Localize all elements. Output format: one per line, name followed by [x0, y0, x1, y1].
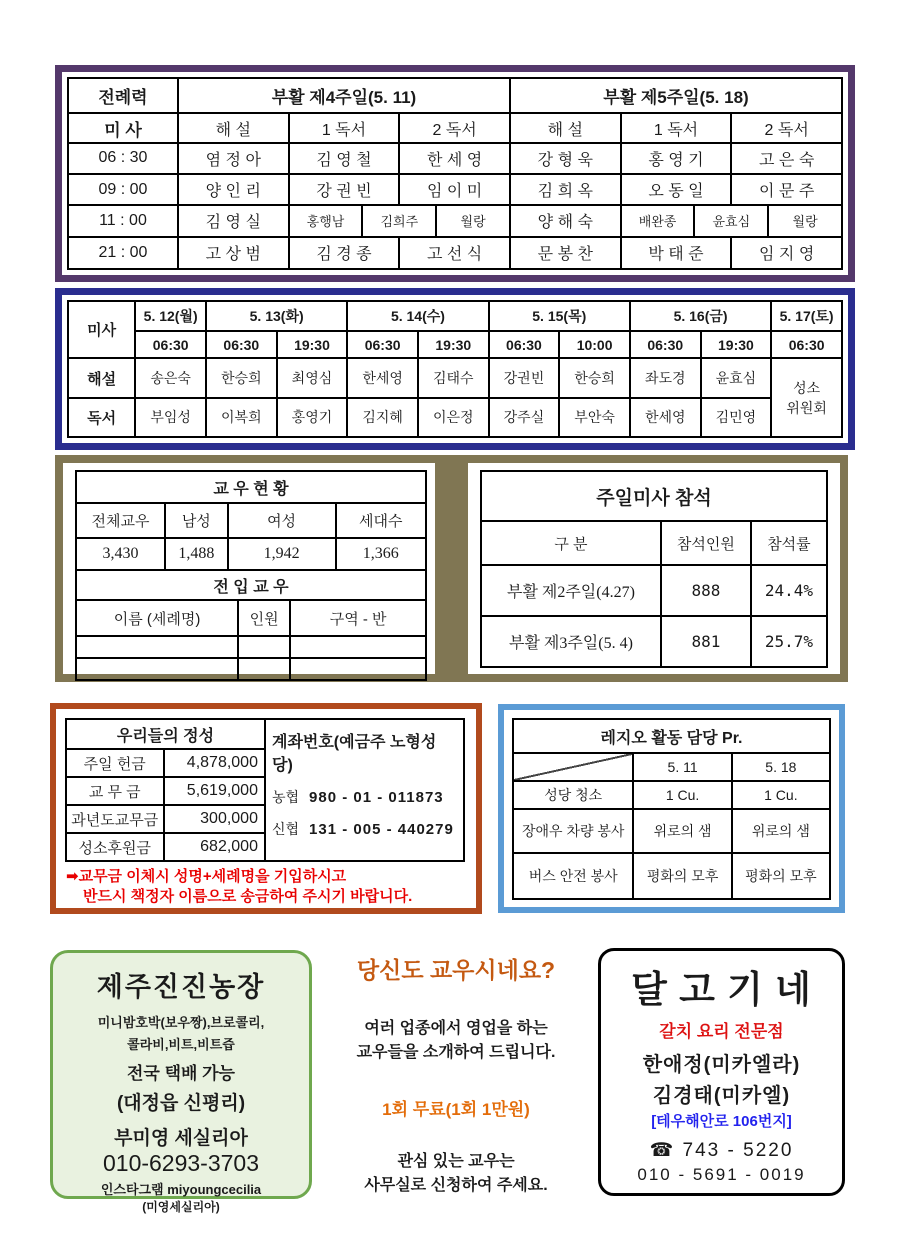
intro-ad-title: 당신도 교우시네요?	[356, 957, 556, 983]
server-name: 고 선 식	[399, 237, 510, 269]
server-name: 염 정 아	[178, 143, 289, 174]
restaurant-owner: 김경태(미카엘)	[652, 1085, 791, 1107]
server-name: 김 희 옥	[510, 174, 621, 205]
legio-row-label: 장애우 차량 봉사	[513, 809, 633, 853]
offerings-table	[65, 718, 465, 862]
bank-name: 농협	[271, 789, 300, 805]
notice-text: 교무금 이체시 성명+세례명을 기입하시고	[78, 868, 347, 885]
col-header: 해 설	[510, 113, 621, 142]
col-header: 2 독서	[399, 113, 510, 142]
notice-line	[66, 867, 468, 887]
mass-label: 미 사	[68, 113, 178, 142]
members-value: 3,430	[102, 545, 139, 562]
vocation-committee-cell	[771, 358, 842, 437]
transfer-empty-cell	[237, 659, 289, 679]
legio-value: 위로의 샘	[633, 809, 731, 853]
offering-label: 과년도교무금	[66, 805, 164, 833]
restaurant-phone-number: 743 - 5220	[682, 1140, 794, 1161]
attendance-rate: 25.7%	[751, 616, 827, 667]
attendance-count: 881	[661, 616, 751, 667]
server-name: 월랑	[436, 205, 510, 236]
weekday-date: 5. 16(금)	[630, 301, 771, 331]
weekday-mass-label: 미사	[68, 301, 135, 358]
committee-line: 성소	[793, 379, 821, 396]
server-name: 월랑	[768, 205, 842, 236]
members-header: 남성	[164, 504, 227, 537]
reader-name: 강주실	[489, 398, 560, 437]
intro-ad	[322, 952, 590, 1198]
account-number: 980 - 01 - 011873	[309, 788, 444, 806]
server-name: 윤효심	[694, 205, 768, 236]
offering-label: 주일 헌금	[66, 749, 164, 777]
weekday-date: 5. 14(수)	[347, 301, 488, 331]
account-title: 계좌번호(예금주 노형성당)	[271, 734, 437, 774]
farm-ad-delivery: 전국 택배 가능	[127, 1064, 235, 1083]
transfer-empty-cell	[77, 637, 237, 657]
farm-ad-instagram: 인스타그램 miyoungcecilia	[100, 1182, 262, 1197]
server-name: 오 동 일	[621, 174, 732, 205]
mass-time: 21 : 00	[68, 237, 178, 269]
sunday1-title: 부활 제4주일(5. 11)	[178, 78, 510, 113]
legio-box	[498, 704, 845, 913]
weekday-time: 06:30	[630, 331, 701, 359]
server-name: 배완종	[621, 205, 695, 236]
reader-name: 이은정	[418, 398, 489, 437]
reader-name: 이복희	[206, 398, 277, 437]
members-table	[75, 470, 427, 681]
farm-ad-title: 제주진진농장	[96, 972, 266, 1002]
commentator-label: 해설	[68, 358, 135, 397]
attendance-panel	[468, 463, 840, 674]
weekday-time: 06:30	[489, 331, 560, 359]
stats-strip	[55, 455, 848, 682]
members-header: 여성	[227, 504, 335, 537]
legio-value: 위로의 샘	[732, 809, 830, 853]
col-header: 1 독서	[289, 113, 400, 142]
legio-value: 1 Cu.	[732, 781, 830, 809]
restaurant-phone	[601, 1139, 842, 1162]
server-name: 고 은 숙	[731, 143, 842, 174]
farm-ad-products: 콜라비,비트,비트즙	[127, 1037, 235, 1052]
col-header: 2 독서	[731, 113, 842, 142]
farm-ad-phone: 010-6293-3703	[102, 1150, 260, 1176]
transfer-empty-cell	[289, 659, 425, 679]
farm-ad-instagram-name: (미영세실리아)	[142, 1200, 220, 1214]
weekday-time: 10:00	[559, 331, 630, 359]
restaurant-ad	[598, 948, 845, 1196]
attendance-table	[480, 470, 828, 668]
intro-ad-body	[322, 1017, 590, 1065]
attendance-count: 888	[661, 565, 751, 616]
intro-ad-line: 교우들을 소개하여 드립니다.	[356, 1044, 556, 1061]
weekday-time: 06:30	[347, 331, 418, 359]
legio-row-label: 버스 안전 봉사	[513, 853, 633, 899]
members-value: 1,366	[335, 539, 425, 569]
col-header: 해 설	[178, 113, 289, 142]
transfer-empty-cell	[237, 637, 289, 657]
server-name: 고 상 범	[178, 237, 289, 269]
attendance-rate: 24.4%	[751, 565, 827, 616]
commentator-name: 한승희	[559, 358, 630, 397]
transfer-title: 전 입 교 우	[213, 578, 289, 596]
server-name: 김 영 실	[178, 205, 289, 236]
transfer-header: 인원	[237, 601, 289, 635]
restaurant-owner: 한애정(미카엘라)	[642, 1054, 801, 1076]
commentator-name: 한승희	[206, 358, 277, 397]
restaurant-phone-number: 010 - 5691 - 0019	[637, 1165, 806, 1184]
account-info	[265, 719, 464, 861]
account-row	[272, 787, 457, 807]
legio-date: 5. 11	[633, 753, 731, 781]
farm-ad-products: 미니밤호박(보우짱),브로콜리,	[97, 1015, 265, 1030]
farm-ad	[50, 950, 312, 1214]
mass-time: 11 : 00	[68, 205, 178, 236]
commentator-name: 좌도경	[630, 358, 701, 397]
legio-value: 1 Cu.	[633, 781, 731, 809]
attendance-header: 참석률	[751, 521, 827, 565]
server-name: 홍행남	[289, 205, 363, 236]
reader-name: 홍영기	[277, 398, 348, 437]
server-name: 강 형 욱	[510, 143, 621, 174]
sunday2-title: 부활 제5주일(5. 18)	[510, 78, 842, 113]
weekday-time: 06:30	[135, 331, 206, 359]
reader-name: 김민영	[701, 398, 772, 437]
weekday-time: 06:30	[206, 331, 277, 359]
legio-value: 평화의 모후	[732, 853, 830, 899]
server-name: 문 봉 찬	[510, 237, 621, 269]
intro-ad-highlight: 1회 무료(1회 1만원)	[382, 1100, 530, 1119]
mass-time: 09 : 00	[68, 174, 178, 205]
bank-name: 신협	[271, 821, 300, 837]
offerings-title: 우리들의 정성	[66, 719, 265, 749]
reader-name: 부안숙	[559, 398, 630, 437]
intro-ad-line: 여러 업종에서 영업을 하는	[364, 1020, 548, 1037]
attendance-row-label: 부활 제3주일(5. 4)	[481, 616, 661, 667]
farm-ad-owner: 부미영 세실리아	[114, 1128, 248, 1149]
server-name: 박 태 준	[621, 237, 732, 269]
weekday-date: 5. 17(토)	[771, 301, 842, 331]
liturgy-corner-label: 전례력	[68, 78, 178, 113]
server-name: 이 문 주	[731, 174, 842, 205]
attendance-header: 참석인원	[661, 521, 751, 565]
arrow-icon: ➡	[66, 868, 79, 885]
server-name: 한 세 영	[399, 143, 510, 174]
members-value: 1,942	[227, 539, 335, 569]
commentator-name: 송은숙	[135, 358, 206, 397]
mass-time: 06 : 30	[68, 143, 178, 174]
intro-ad-line: 사무실로 신청하여 주세요.	[364, 1177, 548, 1194]
weekday-box	[55, 288, 855, 450]
account-number: 131 - 005 - 440279	[309, 820, 454, 838]
offerings-box	[50, 703, 482, 914]
weekday-time: 06:30	[771, 331, 842, 359]
intro-ad-body	[322, 1150, 590, 1198]
reader-label: 독서	[68, 398, 135, 437]
commentator-name: 윤효심	[701, 358, 772, 397]
weekday-table	[67, 300, 843, 438]
weekday-date: 5. 13(화)	[206, 301, 347, 331]
commentator-name: 김태수	[418, 358, 489, 397]
transfer-header: 구역 - 반	[289, 601, 425, 635]
transfer-notice	[66, 867, 468, 907]
weekday-date: 5. 15(목)	[489, 301, 630, 331]
server-name: 양 해 숙	[510, 205, 621, 236]
members-header: 세대수	[335, 504, 425, 537]
offering-label: 성소후원금	[66, 833, 164, 861]
diagonal-cell	[513, 753, 633, 781]
server-name: 임 이 미	[399, 174, 510, 205]
commentator-name: 강권빈	[489, 358, 560, 397]
weekday-time: 19:30	[277, 331, 348, 359]
attendance-row-label: 부활 제2주일(4.27)	[481, 565, 661, 616]
server-name: 김 경 종	[289, 237, 400, 269]
reader-name: 부임성	[135, 398, 206, 437]
legio-table	[512, 718, 831, 900]
transfer-header: 이름 (세례명)	[113, 610, 201, 628]
committee-line: 위원회	[786, 399, 827, 416]
legio-date: 5. 18	[732, 753, 830, 781]
offering-amount: 300,000	[164, 805, 265, 833]
members-panel	[63, 463, 435, 674]
notice-line: 반드시 책정자 이름으로 송금하여 주시기 바랍니다.	[83, 888, 413, 905]
reader-name: 한세영	[630, 398, 701, 437]
transfer-empty-cell	[289, 637, 425, 657]
server-name: 김 영 철	[289, 143, 400, 174]
phone-icon: ☎	[649, 1140, 676, 1161]
commentator-name: 최영심	[277, 358, 348, 397]
weekday-date: 5. 12(월)	[135, 301, 206, 331]
members-value: 1,488	[164, 539, 227, 569]
liturgy-table	[67, 77, 843, 270]
weekday-time: 19:30	[701, 331, 772, 359]
attendance-title: 주일미사 참석	[481, 471, 827, 521]
offering-amount: 4,878,000	[164, 749, 265, 777]
commentator-name: 한세영	[347, 358, 418, 397]
restaurant-ad-title: 달 고 기 네	[631, 969, 812, 1010]
members-title: 교 우 현 황	[213, 480, 289, 498]
server-name: 양 인 리	[178, 174, 289, 205]
offering-amount: 5,619,000	[164, 777, 265, 805]
liturgy-box	[55, 65, 855, 282]
intro-ad-line: 관심 있는 교우는	[397, 1153, 515, 1170]
account-row	[272, 819, 457, 839]
legio-row-label: 성당 청소	[513, 781, 633, 809]
restaurant-ad-subtitle: 갈치 요리 전문점	[659, 1022, 784, 1041]
server-name: 홍 영 기	[621, 143, 732, 174]
members-header: 전체교우	[91, 513, 150, 530]
restaurant-address: [테우해안로 106번지]	[651, 1113, 792, 1130]
farm-ad-location: (대정읍 신평리)	[116, 1093, 246, 1114]
transfer-empty-cell	[77, 659, 237, 679]
server-name: 김희주	[362, 205, 436, 236]
server-name: 강 권 빈	[289, 174, 400, 205]
reader-name: 김지혜	[347, 398, 418, 437]
offering-label: 교 무 금	[66, 777, 164, 805]
offering-amount: 682,000	[164, 833, 265, 861]
legio-title: 레지오 활동 담당 Pr.	[513, 719, 830, 753]
legio-value: 평화의 모후	[633, 853, 731, 899]
col-header: 1 독서	[621, 113, 732, 142]
attendance-header: 구 분	[481, 521, 661, 565]
server-name: 임 지 영	[731, 237, 842, 269]
weekday-time: 19:30	[418, 331, 489, 359]
